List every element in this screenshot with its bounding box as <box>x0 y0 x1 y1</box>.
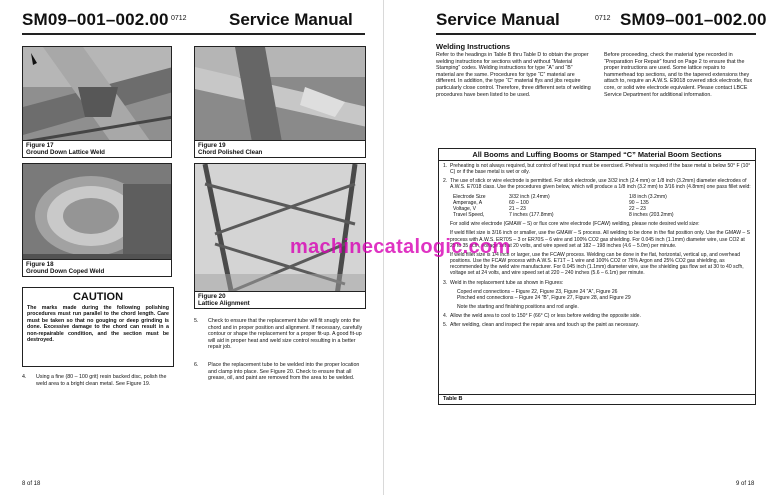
intro-right: Before proceeding, check the material type recorded in “Preparation For Repair” found on Page 2 to ensure that the proper instructions are used. Some lattice repairs to hammerhead top sections, and to the tapered extensions they attach to, require an A.W.S. E9018 covered stick electrode, flux core, or solid wire electrode equivalent. Please contact LBCE Service Department for additional information. <box>604 52 753 98</box>
gmaw-intro: For solid wire electrode (GMAW – S) or flux core wire electrode (FCAW) welding, please note desired weld size: <box>450 221 700 228</box>
page-title: Service Manual <box>229 10 353 29</box>
right-date-code: 0712 <box>595 15 611 22</box>
item-5: 5. After welding, clean and inspect the repair area and touch up the paint as necessary. <box>443 322 640 329</box>
note-text: Note the starting and finishing positions and rod angle. <box>457 303 579 310</box>
item-1: 1. Preheating is not always required, but control of heat input must be exercised. Preheat is required if the base metal is below 50° F (10° C) or if the base metal is wet or oily. <box>443 163 751 176</box>
date-code: 0712 <box>171 15 187 22</box>
item-4: 4. Allow the weld area to cool to 150° F (66° C) or less before welding the opposite side. <box>443 313 641 320</box>
watermark: machinecatalogic.com <box>290 236 511 258</box>
table-b <box>438 148 756 405</box>
table-heading: All Booms and Luffing Booms or Stamped “C” Material Boom Sections <box>439 149 755 161</box>
right-page-title: Service Manual <box>436 10 560 29</box>
caution-text: The marks made during the following polishing procedures must run parallel to the chord length. Care must be taken so that no gouging or deep grinding is done. Excessive damage to the chord can result in a non-repairable condition, and the section must be destroyed. <box>27 305 169 344</box>
figure-18-photo <box>22 163 172 277</box>
section-heading: Welding Instructions <box>436 42 511 51</box>
coped-connections: Coped end connections – Figure 22, Figure 23, Figure 24 “A”, Figure 26 <box>457 288 618 295</box>
caution-heading: CAUTION <box>72 291 124 303</box>
figure-18-caption: Figure 18 Ground Down Coped Weld <box>23 259 171 276</box>
figure-19-caption: Figure 19 Chord Polished Clean <box>195 140 365 157</box>
page-number: 8 of 18 <box>22 481 41 487</box>
step-6: 6. Place the replacement tube to be welded into the proper location and clamp into place. See Figure 20. Check to ensure that all grease, oil, and paint are removed from the area to be welded. <box>194 362 360 382</box>
doc-number: SM09–001–002.00 <box>22 10 169 29</box>
electrode-table: Electrode Size 3/32 inch (2.4mm) 1/8 inch (3.2mm) Amperage, A 60 – 100 90 – 135 Voltage, V 21 – 23 22 – 23 Travel Speed, 7 inches (177.8mm) 8 inches (203.2mm) <box>453 193 674 219</box>
item-2: 2. The use of stick or wire electrode is permitted. For stick electrode, use 3/32 inch (2.4 mm) or 1/8 inch (3.2mm) diameter electrodes of A.W.S. E7018 class. Use the procedures given below, which will produce a 1/8 inch (3.2 mm) to 3/16 inch (4.8mm) one pass fillet weld: <box>443 178 751 191</box>
pinched-connections: Pinched end connections – Figure 24 “B”, Figure 27, Figure 28, and Figure 29 <box>457 294 631 301</box>
figure-19-photo <box>194 46 366 158</box>
gmaw-paragraph: If weld fillet size is 3/16 inch or smaller, use the GMAW – S process. All welding to be done in the flat position only. Use the GMAW – S process with A.W.S. ER70S – 3 or ER70S – 6 wire and 100% CO2 gas shielding. For 0.045 inch (1.1mm) diameter wire, use CO2 at 25 to 35 scfh, voltage set at 20 volts, and wire speed set at 182 – 198 inches (4.6 – 5.0m) per minute. <box>450 230 750 249</box>
header-rule <box>22 33 365 35</box>
step-5: 5. Check to ensure that the replacement tube will fit snugly onto the chord and in proper position and alignment. If necessary, carefully contour or shape the replacement for a proper fit-up. A good fit-up will aid in proper heat and weld size control resulting in a better repair job. <box>194 318 363 351</box>
figure-17-caption: Figure 17 Ground Down Lattice Weld <box>23 140 171 157</box>
right-doc-number: SM09–001–002.00 <box>620 10 767 29</box>
item-3: 3. Weld in the replacement tube as shown in Figures: <box>443 279 564 286</box>
table-footer: Table B <box>439 394 755 404</box>
figure-20-caption: Figure 20 Lattice Alignment <box>195 291 365 308</box>
caution-box <box>22 287 174 367</box>
right-page-number: 9 of 18 <box>736 481 755 487</box>
step-4: 4. Using a fine (80 – 100 grit) resin backed disc, polish the weld area to a bright clean metal. See Figure 19. <box>22 374 167 387</box>
figure-17-photo <box>22 46 172 158</box>
right-header-rule <box>436 33 756 35</box>
table-body <box>439 161 755 404</box>
fcaw-paragraph: If weld fillet size is 1/4 inch or larger, use the FCAW process. Welding can be done in the flat, horizontal, vertical up, and overhead positions. Use the FCAW process with A.W.S. E71T – 1 wire and 100% CO2 or 75% Argon and 25% CO2 gas shielding, as recommended by the weld wire manufacturer. For 0.045 inch (1.1mm) diameter wire, use the shielding gas flow set at 30 to 40 scfh, voltage set at 24 volts, and wire speed set at 220 – 240 inches (5.6 – 6.1m) per minute. <box>450 251 744 277</box>
intro-left: Refer to the headings in Table B thru Table D to obtain the proper welding instructions for sections with and without “Material Stamping” codes. Welding instructions for type “A” and “B” material are the same. Procedures for type “C” material are different. In addition, the type “C” material flys and jibs require particularly close control. Therefore, three different sets of welding procedures have been listed to be used. <box>436 52 591 98</box>
